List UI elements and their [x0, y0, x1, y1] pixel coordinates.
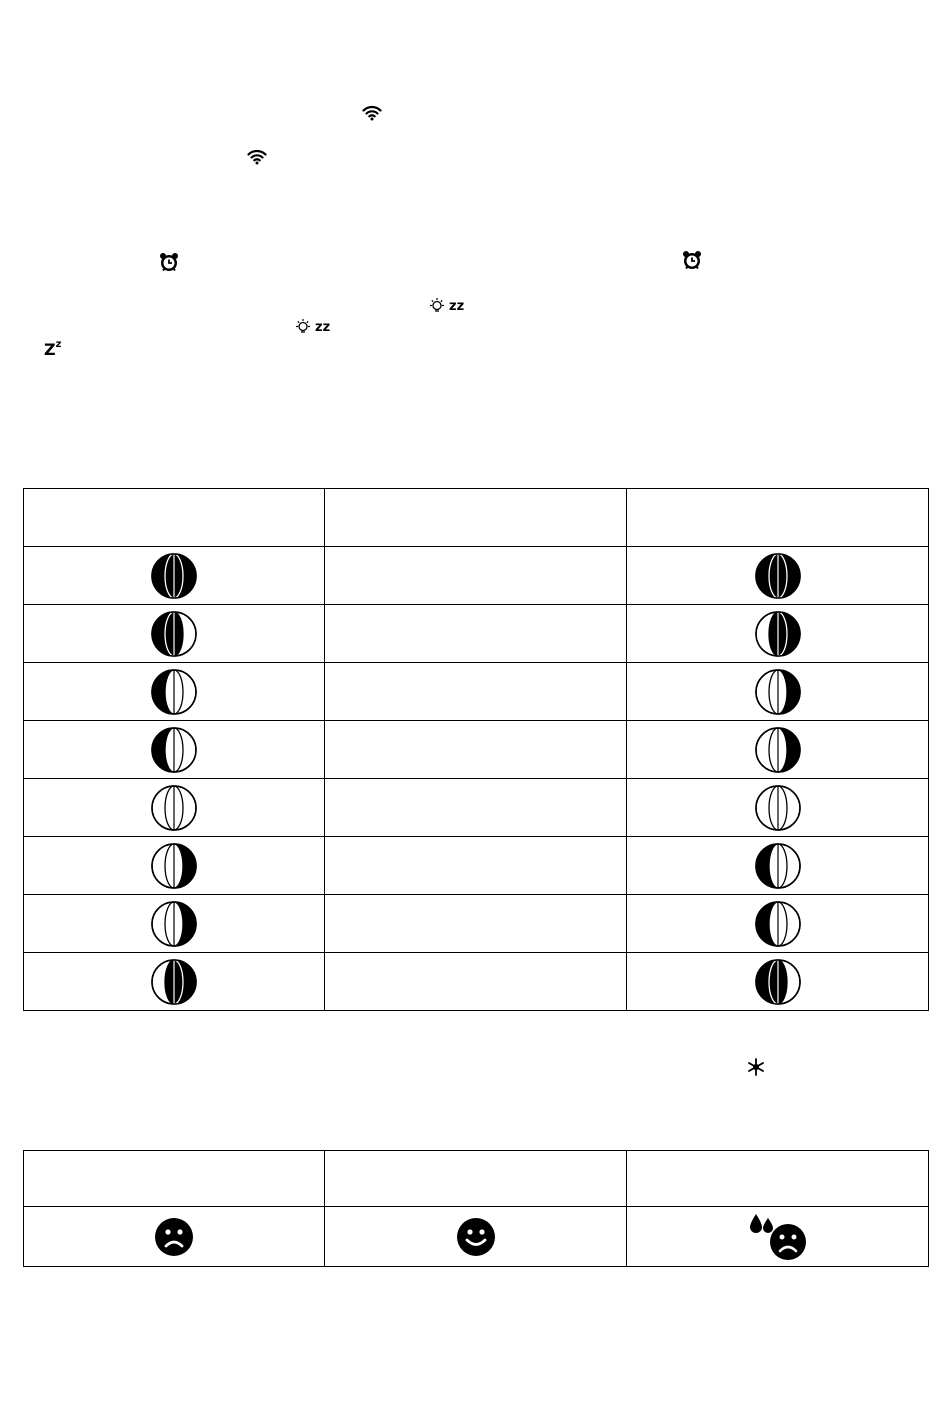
moon-phase-icon — [754, 683, 802, 700]
moon-phase-icon — [754, 625, 802, 642]
moon-cell-right — [627, 779, 929, 837]
moon-cell-middle — [325, 721, 627, 779]
wet-sad-face-icon — [748, 1228, 808, 1245]
comfort-table-row — [24, 1207, 929, 1267]
snooze-zz-text: zz — [315, 319, 331, 335]
moon-phase-icon — [754, 857, 802, 874]
sleep-z-small: z — [55, 339, 62, 350]
moon-cell-right — [627, 895, 929, 953]
comfort-table — [23, 1150, 929, 1267]
moon-table-row — [24, 837, 929, 895]
happy-face-icon — [456, 1228, 496, 1245]
wifi-icon — [362, 105, 382, 121]
comfort-cell-wet — [627, 1207, 929, 1267]
sleep-z-large: Z — [44, 340, 56, 359]
moon-phase-icon — [754, 567, 802, 584]
snooze-light-indicator — [428, 297, 464, 315]
moon-cell-right — [627, 953, 929, 1011]
moon-phase-icon — [150, 915, 198, 932]
comfort-table-header-cell — [325, 1151, 627, 1207]
moon-phase-icon — [150, 567, 198, 584]
moon-table-row — [24, 605, 929, 663]
moon-cell-right — [627, 663, 929, 721]
moon-table-row — [24, 663, 929, 721]
wifi-icon — [247, 149, 267, 165]
moon-cell-left — [24, 721, 325, 779]
sad-face-icon — [154, 1228, 194, 1245]
moon-phase-icon — [754, 741, 802, 758]
moon-table-row — [24, 721, 929, 779]
moon-cell-right — [627, 837, 929, 895]
moon-cell-left — [24, 895, 325, 953]
snooze-light-icon — [428, 297, 446, 315]
snowflake-icon — [746, 1057, 766, 1077]
moon-phase-icon — [150, 799, 198, 816]
snooze-zz-text: zz — [449, 298, 465, 314]
alarm-clock-icon — [159, 252, 179, 272]
moon-table-row — [24, 779, 929, 837]
moon-cell-left — [24, 663, 325, 721]
moon-cell-middle — [325, 895, 627, 953]
moon-cell-left — [24, 837, 325, 895]
moon-table-header-cell — [325, 489, 627, 547]
moon-phase-icon — [754, 915, 802, 932]
moon-phase-table — [23, 488, 929, 1011]
sleep-icon — [44, 340, 61, 359]
moon-phase-icon — [150, 857, 198, 874]
moon-table-row — [24, 953, 929, 1011]
moon-table-header-cell — [627, 489, 929, 547]
moon-phase-icon — [150, 625, 198, 642]
snooze-light-icon — [294, 318, 312, 336]
comfort-table-header-row — [24, 1151, 929, 1207]
comfort-cell-comfortable — [325, 1207, 627, 1267]
moon-cell-left — [24, 605, 325, 663]
moon-cell-middle — [325, 605, 627, 663]
moon-table-header-cell — [24, 489, 325, 547]
moon-cell-middle — [325, 547, 627, 605]
moon-cell-middle — [325, 779, 627, 837]
moon-phase-icon — [150, 741, 198, 758]
moon-cell-middle — [325, 953, 627, 1011]
moon-cell-right — [627, 547, 929, 605]
moon-cell-left — [24, 547, 325, 605]
moon-table-row — [24, 547, 929, 605]
moon-cell-left — [24, 953, 325, 1011]
moon-phase-icon — [150, 973, 198, 990]
alarm-clock-icon — [682, 250, 702, 270]
moon-cell-right — [627, 605, 929, 663]
moon-cell-right — [627, 721, 929, 779]
moon-phase-icon — [754, 799, 802, 816]
moon-cell-middle — [325, 837, 627, 895]
moon-phase-icon — [754, 973, 802, 990]
comfort-table-header-cell — [627, 1151, 929, 1207]
moon-cell-left — [24, 779, 325, 837]
moon-phase-icon — [150, 683, 198, 700]
comfort-table-header-cell — [24, 1151, 325, 1207]
comfort-cell-dry — [24, 1207, 325, 1267]
moon-cell-middle — [325, 663, 627, 721]
moon-table-row — [24, 895, 929, 953]
snooze-light-indicator — [294, 318, 330, 336]
moon-table-header-row — [24, 489, 929, 547]
